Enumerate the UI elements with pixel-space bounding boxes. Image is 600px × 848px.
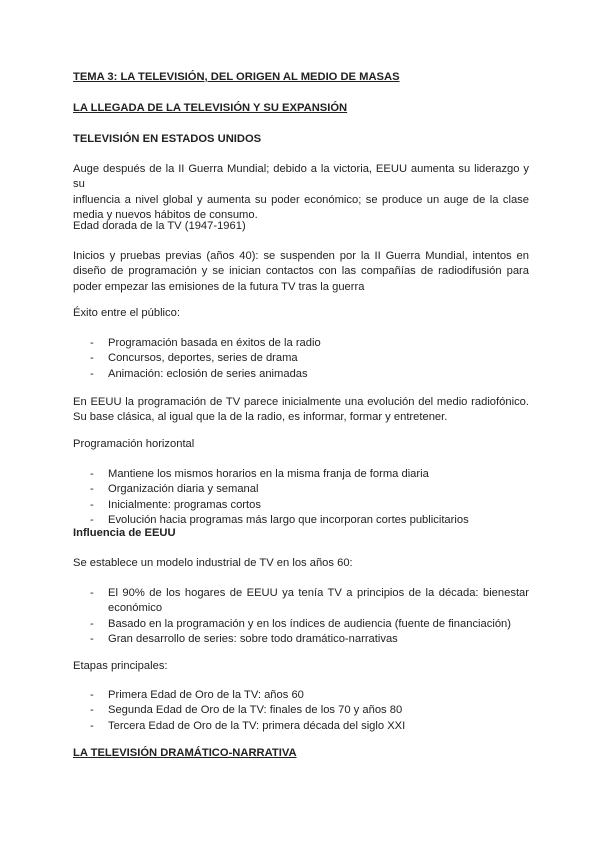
dash-marker: - xyxy=(90,632,94,645)
section-heading-llegada: LA LLEGADA DE LA TELEVISIÓN Y SU EXPANSIÓN xyxy=(73,102,348,114)
list-item-text: Segunda Edad de Oro de la TV: finales de los 70 y años 80 xyxy=(108,704,403,717)
paragraph-auge xyxy=(73,162,529,223)
list-item-text: Organización diaria y semanal xyxy=(108,483,259,496)
list-item-text xyxy=(108,586,529,617)
list-item xyxy=(73,703,529,718)
paragraph-line: media y nuevos hábitos de consumo. xyxy=(73,208,258,221)
paragraph-programacion-horizontal: Programación horizontal xyxy=(73,438,195,450)
paragraph-line: Su base clásica, al igual que la de la radio, es informar, formar y entretener. xyxy=(73,411,448,424)
list-item-text: Programación basada en éxitos de la radio xyxy=(108,337,321,349)
paragraph-line: En EEUU la programación de TV parece inicialmente una evolución del medio radiofónico. xyxy=(73,396,529,408)
bullet-list-horizontal xyxy=(73,467,529,528)
list-item xyxy=(73,482,529,497)
dash-marker: - xyxy=(90,513,94,526)
paragraph-exito: Éxito entre el público: xyxy=(73,307,180,319)
list-item-text: Primera Edad de Oro de la TV: años 60 xyxy=(108,689,304,701)
list-item-line: El 90% de los hogares de EEUU ya tenía TV a principios de la década: bienestar xyxy=(108,587,529,599)
dash-marker: - xyxy=(90,498,94,511)
list-item-text: Tercera Edad de Oro de la TV: primera década del siglo XXI xyxy=(108,719,406,732)
bullet-list-exito xyxy=(73,336,529,382)
dash-marker: - xyxy=(90,689,94,701)
dash-marker: - xyxy=(90,483,94,496)
dash-marker: - xyxy=(90,704,94,717)
list-item-line: económico xyxy=(108,602,163,615)
dash-marker: - xyxy=(90,468,94,480)
list-item xyxy=(73,586,529,617)
list-item xyxy=(73,688,529,703)
paragraph-modelo-industrial: Se establece un modelo industrial de TV en los años 60: xyxy=(73,557,353,569)
paragraph-line: poder empezar las emisiones de la futura TV tras la guerra xyxy=(73,280,365,293)
paragraph-line: influencia a nivel global y aumenta su poder económico; se produce un auge de la clase xyxy=(73,193,529,206)
list-item xyxy=(73,467,529,482)
paragraph-line: Inicios y pruebas previas (años 40): se suspenden por la II Guerra Mundial, intentos en xyxy=(73,250,529,262)
list-item-text: Basado en la programación y en los índices de audiencia (fuente de financiación) xyxy=(108,617,512,630)
list-item xyxy=(73,351,529,366)
dash-marker: - xyxy=(90,352,94,365)
list-item-text: Mantiene los mismos horarios en la misma franja de forma diaria xyxy=(108,468,429,480)
list-item xyxy=(73,719,529,734)
paragraph-inicios xyxy=(73,249,529,295)
dash-marker: - xyxy=(90,587,94,599)
dash-marker: - xyxy=(90,367,94,380)
list-item xyxy=(73,336,529,351)
dash-marker: - xyxy=(90,617,94,630)
list-item xyxy=(73,367,529,382)
paragraph-programacion-eeuu xyxy=(73,395,529,426)
dash-marker: - xyxy=(90,719,94,732)
bullet-list-modelo xyxy=(73,586,529,647)
list-item-text: Gran desarrollo de series: sobre todo dramático-narrativas xyxy=(108,632,398,645)
paragraph-line: Auge después de la II Guerra Mundial; debido a la victoria, EEUU aumenta su liderazgo y su xyxy=(73,163,529,191)
subsection-heading-estados-unidos: TELEVISIÓN EN ESTADOS UNIDOS xyxy=(73,133,262,145)
list-item-text: Concursos, deportes, series de drama xyxy=(108,352,298,365)
subsection-heading-influencia: Influencia de EEUU xyxy=(73,527,176,539)
document-title: TEMA 3: LA TELEVISIÓN, DEL ORIGEN AL MEDIO DE MASAS xyxy=(73,71,400,83)
bullet-list-etapas xyxy=(73,688,529,734)
list-item-text: Inicialmente: programas cortos xyxy=(108,498,261,511)
list-item xyxy=(73,617,529,632)
list-item xyxy=(73,498,529,513)
list-item xyxy=(73,632,529,647)
paragraph-line: diseño de programación y se inician contactos con las compañías de radiodifusión para xyxy=(73,265,529,278)
section-heading-dramatico-narrativa: LA TELEVISIÓN DRAMÁTICO-NARRATIVA xyxy=(73,747,297,759)
list-item-text: Evolución hacia programas más largo que incorporan cortes publicitarios xyxy=(108,513,469,526)
paragraph-edad-dorada: Edad dorada de la TV (1947-1961) xyxy=(73,220,246,232)
dash-marker: - xyxy=(90,337,94,349)
list-item-text: Animación: eclosión de series animadas xyxy=(108,367,308,380)
paragraph-etapas: Etapas principales: xyxy=(73,660,168,672)
